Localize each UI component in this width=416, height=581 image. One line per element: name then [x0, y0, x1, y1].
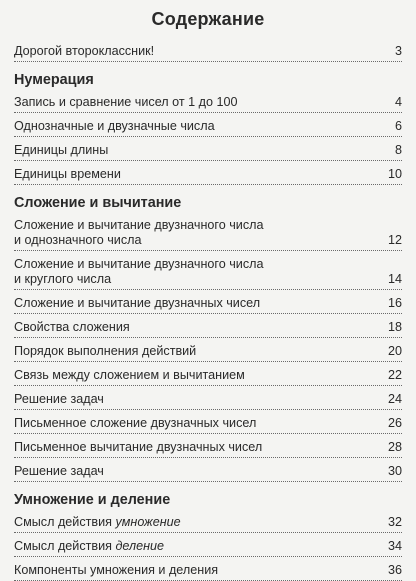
toc-entry-page: 4 [394, 95, 402, 109]
toc-entry-label-italic: деление [115, 539, 165, 553]
toc-entry-label: Сложение и вычитание двузначных чисел [14, 296, 261, 310]
toc-entry-page: 18 [387, 320, 402, 334]
toc-entry-label-text: Смысл действия [14, 515, 116, 529]
toc-entry-page: 34 [387, 539, 402, 553]
toc-entry-intro[interactable] [14, 44, 402, 62]
toc-entry-label [14, 515, 384, 530]
toc-entry-page: 3 [394, 44, 402, 58]
toc-entry[interactable] [14, 257, 402, 290]
toc-entry[interactable] [14, 296, 402, 314]
toc-entry[interactable] [14, 143, 402, 161]
toc-entry-label: Связь между сложением и вычитанием [14, 368, 245, 382]
toc-entry-page: 10 [387, 167, 402, 181]
toc-entry[interactable] [14, 416, 402, 434]
toc-entry-label: Порядок выполнения действий [14, 344, 197, 358]
toc-entry[interactable] [14, 440, 402, 458]
toc-entry-label: Сложение и вычитание двузначного числа и однозначного числа [14, 218, 264, 247]
toc-entry-label: Решение задач [14, 464, 104, 478]
toc-entry-label: Однозначные и двузначные числа [14, 119, 215, 133]
toc-entry-page: 22 [387, 368, 402, 382]
toc-entry-label: Дорогой второклассник! [14, 44, 155, 58]
section-title-multiplication-division: Умножение и деление [14, 492, 171, 508]
toc-entry[interactable] [14, 119, 402, 137]
toc-entry-label: Письменное сложение двузначных чисел [14, 416, 257, 430]
toc-entry-label: Решение задач [14, 392, 104, 406]
toc-entry-label: Свойства сложения [14, 320, 130, 334]
toc-entry[interactable] [14, 167, 402, 185]
toc-entry-label: Единицы времени [14, 167, 121, 181]
toc-entry-page: 8 [394, 143, 402, 157]
toc-entry-page: 14 [387, 272, 402, 286]
toc-entry-page: 20 [387, 344, 402, 358]
toc-entry[interactable] [14, 515, 402, 533]
toc-entry[interactable] [14, 563, 402, 581]
toc-entry[interactable] [14, 464, 402, 482]
toc-entry[interactable] [14, 392, 402, 410]
toc-entry-label: Сложение и вычитание двузначного числа и круглого числа [14, 257, 264, 286]
toc-entry-page: 28 [387, 440, 402, 454]
toc-entry[interactable] [14, 368, 402, 386]
page-title: Содержание [151, 9, 265, 29]
toc-entry-page: 32 [387, 515, 402, 529]
toc-entry-label-italic: умножение [115, 515, 181, 529]
toc-entry-label: Компоненты умножения и деления [14, 563, 219, 577]
toc-entry-label [14, 539, 384, 554]
toc-entry-page: 30 [387, 464, 402, 478]
toc-entry-label: Запись и сравнение чисел от 1 до 100 [14, 95, 238, 109]
toc-entry-label-text: Смысл действия [14, 539, 116, 553]
toc-entry-page: 16 [387, 296, 402, 310]
toc-entry-page: 24 [387, 392, 402, 406]
toc-entry[interactable] [14, 320, 402, 338]
toc-entry-page: 12 [387, 233, 402, 247]
toc-entry[interactable] [14, 95, 402, 113]
toc-entry[interactable] [14, 218, 402, 251]
toc-entry-page: 36 [387, 563, 402, 577]
toc-entry-label: Единицы длины [14, 143, 109, 157]
toc-entry[interactable] [14, 344, 402, 362]
section-title-addition-subtraction: Сложение и вычитание [14, 195, 182, 211]
toc-entry[interactable] [14, 539, 402, 557]
section-title-numeration: Нумерация [14, 72, 94, 88]
toc-entry-label: Письменное вычитание двузначных чисел [14, 440, 263, 454]
toc-entry-page: 6 [394, 119, 402, 133]
toc-entry-page: 26 [387, 416, 402, 430]
